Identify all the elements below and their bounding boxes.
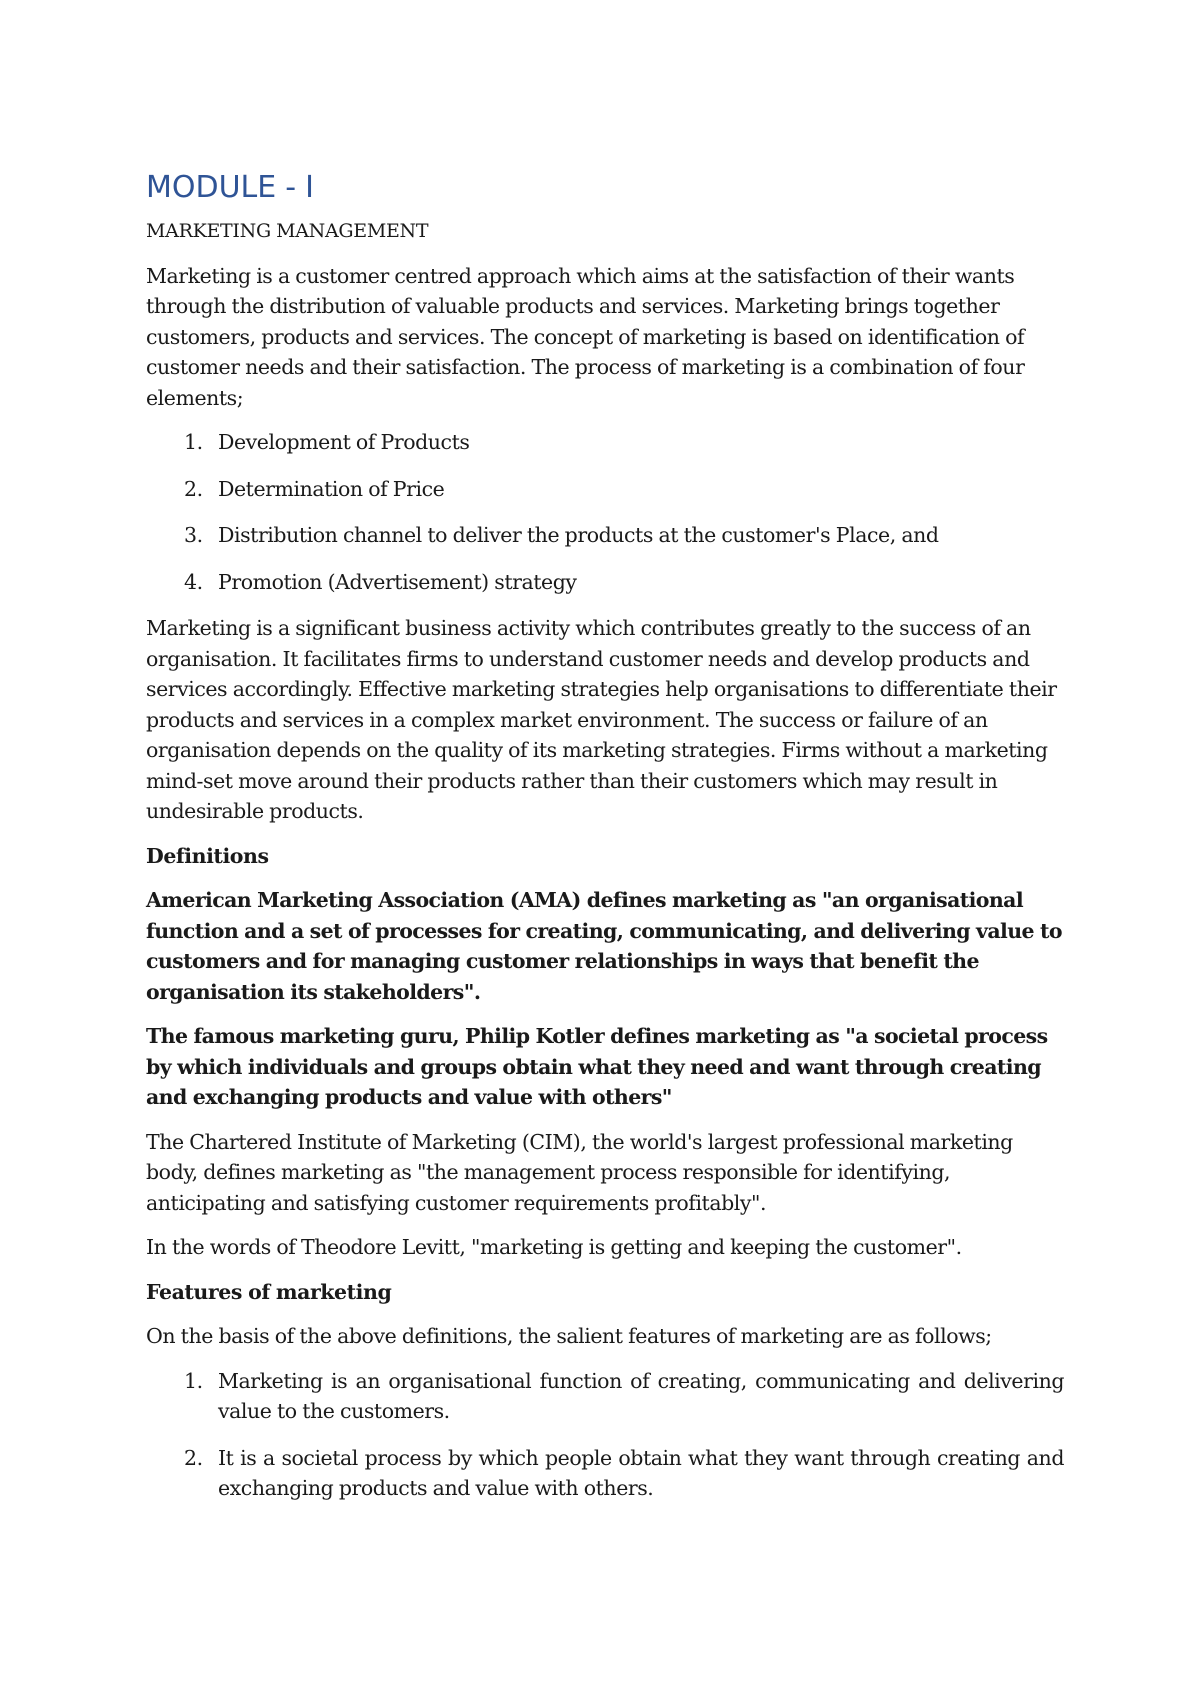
list-item <box>146 474 1064 505</box>
definition-levitt: In the words of Theodore Levitt, "marketing is getting and keeping the customer". <box>146 1235 962 1259</box>
list-number: 4. <box>184 569 203 594</box>
module-title: MODULE - I <box>146 170 314 205</box>
features-intro: On the basis of the above definitions, the salient features of marketing are as follows; <box>146 1324 992 1348</box>
list-item <box>146 520 1064 551</box>
definitions-heading: Definitions <box>146 843 269 868</box>
list-item <box>146 1366 1064 1427</box>
significance-paragraph: Marketing is a significant business activity which contributes greatly to the success of an organisation. It facilitates firms to understand customer needs and develop products and services accordingly. Effective marketing strategies help organisations to differentiate their products and services in a complex market environment. The success or failure of an organisation depends on the quality of its marketing strategies. Firms without a marketing mind-set move around their products rather than their customers which may result in undesirable products. <box>146 616 1057 823</box>
list-text: Development of Products <box>218 430 470 454</box>
list-text: Marketing is an organisational function of creating, communicating and delivering value to the customers. <box>218 1368 1064 1423</box>
features-heading: Features of marketing <box>146 1279 392 1304</box>
document-page <box>146 168 1064 1520</box>
list-text: Distribution channel to deliver the products at the customer's Place, and <box>218 523 939 547</box>
list-item <box>146 1443 1064 1504</box>
intro-paragraph: Marketing is a customer centred approach which aims at the satisfaction of their wants through the distribution of valuable products and services. Marketing brings together customers, products and services. The concept of marketing is based on identification of customer needs and their satisfaction. The process of marketing is a combination of four elements; <box>146 263 1025 410</box>
section-title: MARKETING MANAGEMENT <box>146 220 429 242</box>
list-text: It is a societal process by which people obtain what they want through creating and exchanging products and value with others. <box>218 1445 1064 1500</box>
list-number: 3. <box>184 523 203 547</box>
list-text: Determination of Price <box>218 476 445 501</box>
list-number: 1. <box>184 1368 203 1393</box>
list-item <box>146 427 1064 458</box>
definition-kotler: The famous marketing guru, Philip Kotler defines marketing as "a societal process by which individuals and groups obtain what they need and want through creating and exchanging products and value with others" <box>146 1024 1048 1109</box>
list-number: 2. <box>184 1445 203 1470</box>
features-list <box>146 1366 1064 1504</box>
list-number: 2. <box>184 476 203 501</box>
elements-list <box>146 427 1064 597</box>
list-number: 1. <box>184 430 203 454</box>
definition-cim: The Chartered Institute of Marketing (CIM), the world's largest professional marketing body, defines marketing as "the management process responsible for identifying, anticipating and satisfying customer requirements profitably". <box>146 1129 1013 1215</box>
list-text: Promotion (Advertisement) strategy <box>218 569 577 594</box>
definition-ama: American Marketing Association (AMA) defines marketing as "an organisational function and a set of processes for creating, communicating, and delivering value to customers and for managing customer relationships in ways that benefit the organisation its stakeholders". <box>146 888 1062 1004</box>
list-item <box>146 567 1064 598</box>
